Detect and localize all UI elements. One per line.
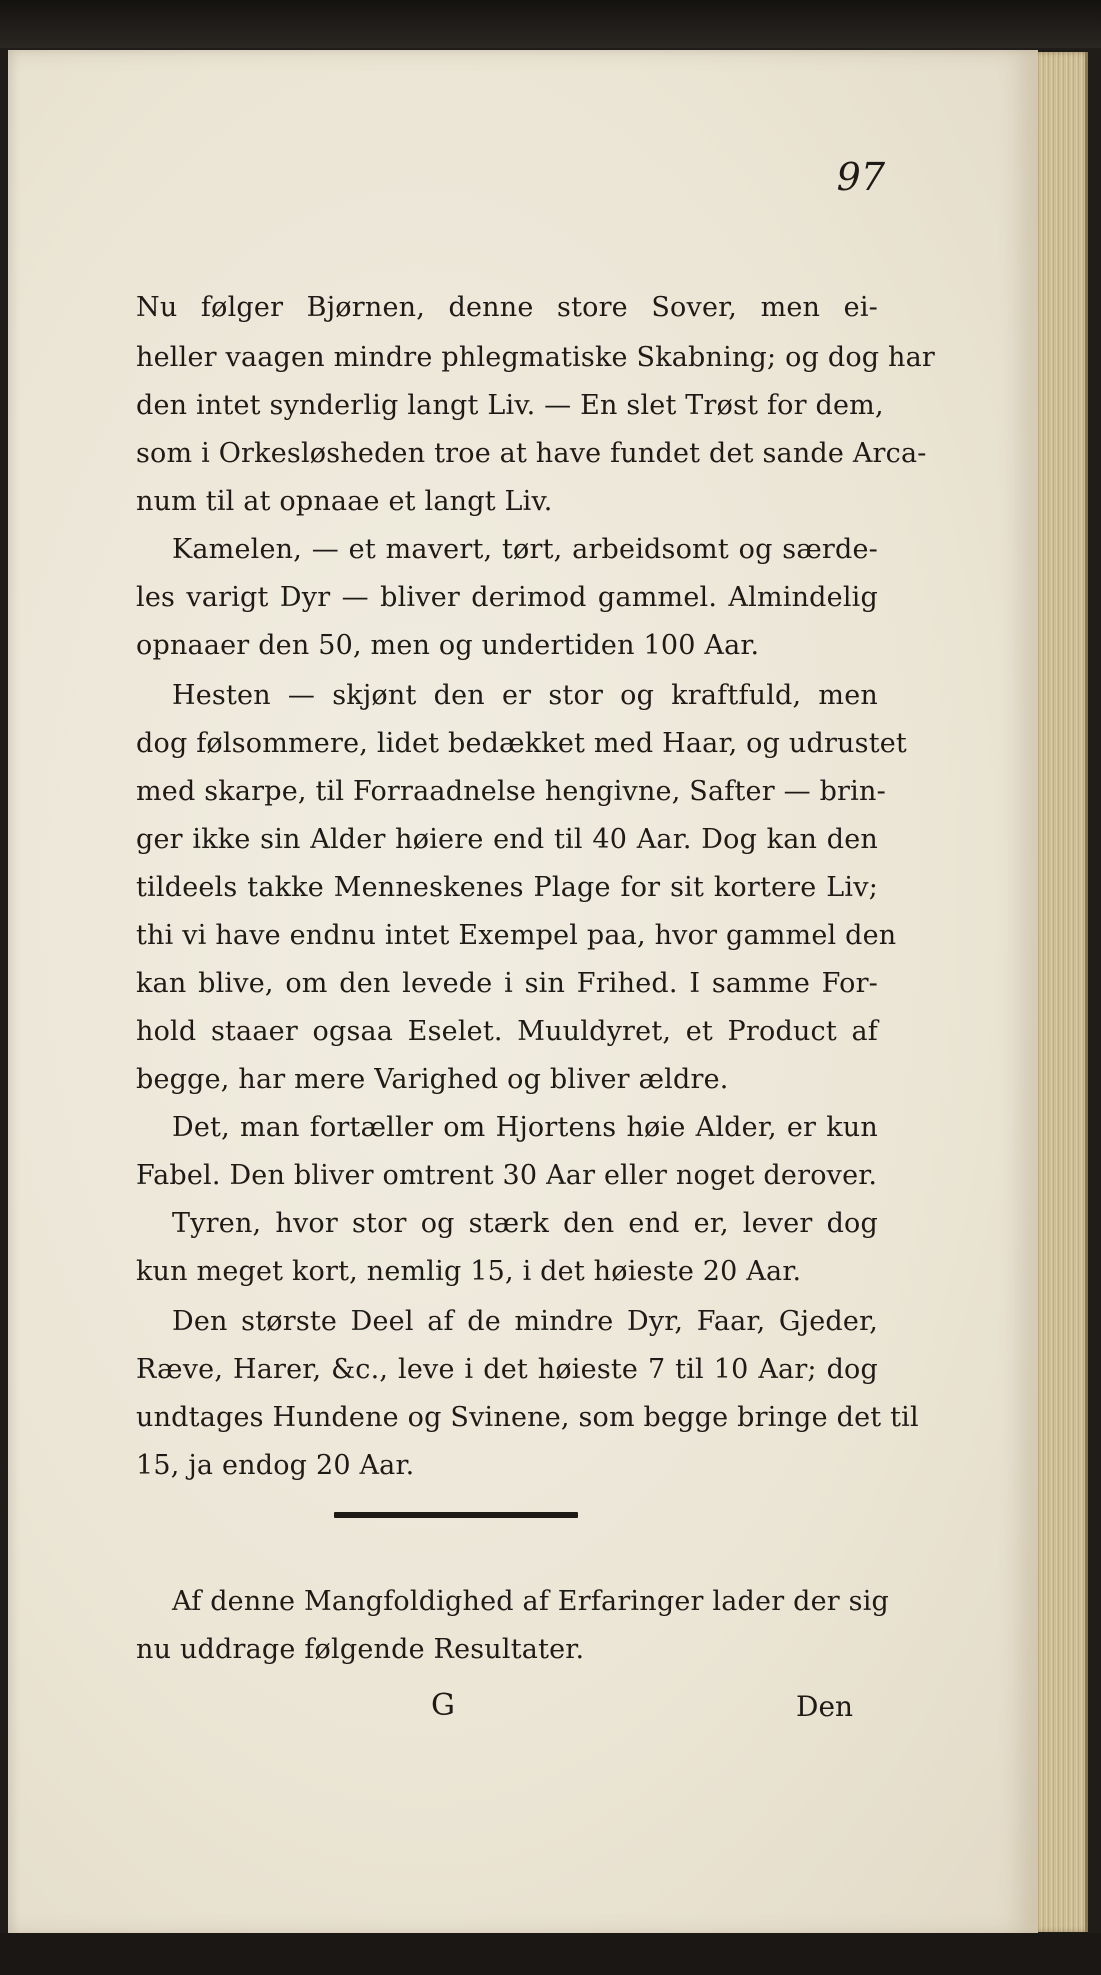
text-line: ger ikke sin Alder høiere end til 40 Aar. Dog kan den <box>136 824 878 855</box>
text-line: kun meget kort, nemlig 15, i det høieste 20 Aar. <box>136 1256 802 1287</box>
text-line: begge, har mere Varighed og bliver ældre. <box>136 1064 729 1095</box>
text-line: tildeels takke Menneskenes Plage for sit kortere Liv; <box>136 872 878 903</box>
text-line: Af denne Mangfoldighed af Erfaringer lader der sig <box>172 1586 890 1617</box>
page-edges <box>1030 52 1088 1932</box>
text-line: kan blive, om den levede i sin Frihed. I samme For- <box>136 968 878 999</box>
text-line: den intet synderlig langt Liv. — En slet Trøst for dem, <box>136 390 884 421</box>
text-line: Det, man fortæller om Hjortens høie Alder, er kun <box>172 1112 878 1143</box>
text-line: Fabel. Den bliver omtrent 30 Aar eller noget derover. <box>136 1160 878 1191</box>
text-line: num til at opnaae et langt Liv. <box>136 486 553 517</box>
book-page <box>8 50 1038 1935</box>
book-background-bottom <box>0 1933 1101 1975</box>
book-background-top <box>0 0 1101 48</box>
page-number: 97 <box>836 155 885 199</box>
text-line: Nu følger Bjørnen, denne store Sover, men ei- <box>136 292 878 323</box>
text-line: opnaaer den 50, men og undertiden 100 Aar. <box>136 630 760 661</box>
text-line: thi vi have endnu intet Exempel paa, hvor gammel den <box>136 920 897 951</box>
text-line: hold staaer ogsaa Eselet. Muuldyret, et Product af <box>136 1016 878 1047</box>
catchword: Den <box>796 1690 854 1723</box>
text-line: Tyren, hvor stor og stærk den end er, lever dog <box>172 1208 878 1239</box>
text-line: undtages Hundene og Svinene, som begge bringe det til <box>136 1402 919 1433</box>
text-line: Ræve, Harer, &c., leve i det høieste 7 til 10 Aar; dog <box>136 1354 878 1385</box>
text-line: Den største Deel af de mindre Dyr, Faar, Gjeder, <box>172 1306 878 1337</box>
signature-mark: G <box>431 1688 455 1723</box>
section-divider <box>334 1512 578 1518</box>
text-line: dog følsommere, lidet bedækket med Haar, og udrustet <box>136 728 907 759</box>
text-line: nu uddrage følgende Resultater. <box>136 1634 585 1665</box>
text-line: 15, ja endog 20 Aar. <box>136 1450 415 1481</box>
text-line: Hesten — skjønt den er stor og kraftfuld, men <box>172 680 878 711</box>
text-line: les varigt Dyr — bliver derimod gammel. Almindelig <box>136 582 878 613</box>
text-line: heller vaagen mindre phlegmatiske Skabning; og dog har <box>136 342 936 373</box>
text-line: Kamelen, — et mavert, tørt, arbeidsomt og særde- <box>172 534 878 565</box>
text-line: som i Orkesløsheden troe at have fundet det sande Arca- <box>136 438 927 469</box>
text-line: med skarpe, til Forraadnelse hengivne, Safter — brin- <box>136 776 886 807</box>
